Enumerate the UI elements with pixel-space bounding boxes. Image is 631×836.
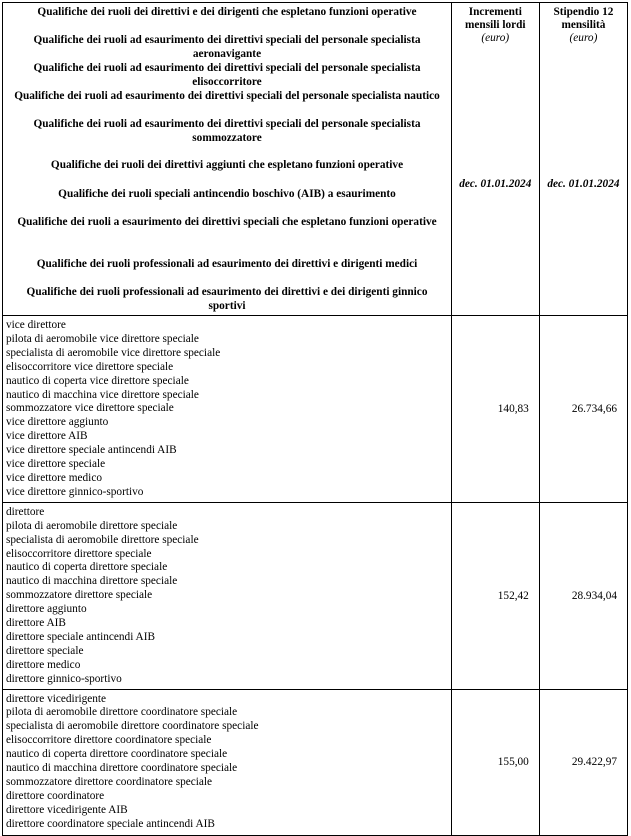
roles-cell [3,689,452,835]
role-item: vice direttore aggiunto [6,416,109,429]
increment-value: 152,42 [451,502,539,689]
increments-header-cell [451,3,539,316]
role-item: vice direttore [6,319,66,331]
role-item: sommozzatore direttore coordinatore speciale [6,776,213,788]
salary-header-cell [539,3,627,316]
role-item: nautico di coperta vice direttore speciale [6,374,189,387]
role-item: direttore coordinatore [6,789,105,802]
role-item: vice direttore speciale [6,458,106,471]
salary-unit: (euro) [569,32,598,44]
increments-column-title [452,6,539,45]
salary-value: 28.934,04 [539,502,627,689]
salary-table-document [2,2,628,830]
role-item: direttore AIB [6,617,66,630]
category-heading: Qualifiche dei ruoli ad esaurimento dei direttivi speciali del personale specialista nautico [14,90,440,102]
category-heading: Qualifiche dei ruoli speciali antincendio boschivo (AIB) a esaurimento [58,188,396,200]
role-item: elisoccorritore vice direttore speciale [6,360,174,373]
category-heading: Qualifiche dei ruoli ad esaurimento dei direttivi speciali del personale specialista sommozzatore [33,118,421,144]
role-item: specialista di aeromobile direttore speciale [6,533,199,546]
role-item: sommozzatore direttore speciale [6,589,153,602]
role-item: nautico di coperta direttore coordinatore speciale [6,748,228,761]
table-row [3,316,628,503]
role-item: nautico di macchina direttore speciale [6,575,178,588]
role-item: vice direttore ginnico-sportivo [6,485,144,498]
role-item: vice direttore medico [6,471,102,484]
category-heading: Qualifiche dei ruoli professionali ad esaurimento dei direttivi e dei dirigenti ginnico sportivi [26,286,428,312]
role-item: direttore aggiunto [6,603,87,616]
category-heading: Qualifiche dei ruoli dei direttivi aggiunti che espletano funzioni operative [50,159,404,171]
category-heading: Qualifiche dei ruoli a esaurimento dei direttivi speciali che espletano funzioni operative [17,216,437,228]
role-item: vice direttore AIB [6,430,88,443]
role-item: direttore vicedirigente [6,692,107,705]
roles-cell [3,502,452,689]
role-item: nautico di macchina vice direttore speciale [6,388,199,401]
role-item: nautico di macchina direttore coordinatore speciale [6,762,238,775]
role-item: sommozzatore vice direttore speciale [6,402,174,415]
salary-column-title [540,6,627,45]
role-item: pilota di aeromobile vice direttore speciale [6,332,199,345]
category-heading: Qualifiche dei ruoli ad esaurimento dei direttivi speciali del personale specialista elisoccorritore [33,62,421,88]
role-item: pilota di aeromobile direttore coordinatore speciale [6,706,238,719]
salary-value: 26.734,66 [539,316,627,503]
role-item: direttore speciale antincendi AIB [6,630,155,643]
table-row [3,502,628,689]
increments-unit: (euro) [481,32,510,44]
roles-cell [3,316,452,503]
role-item: elisoccorritore direttore speciale [6,547,152,560]
role-item: direttore speciale [6,644,84,657]
role-item: pilota di aeromobile direttore speciale [6,519,178,532]
role-item: vice direttore speciale antincendi AIB [6,444,177,457]
category-heading: Qualifiche dei ruoli dei direttivi e dei dirigenti che espletano funzioni operative [37,6,417,18]
increments-title: Incrementi mensili lordi [464,6,526,31]
role-item: elisoccorritore direttore coordinatore speciale [6,734,212,747]
role-item: specialista di aeromobile vice direttore speciale [6,346,221,359]
increment-value: 155,00 [451,689,539,835]
salary-date: dec. 01.01.2024 [547,178,620,190]
role-item: nautico di coperta direttore speciale [6,561,168,574]
salary-title: Stipendio 12 mensilità [553,6,614,31]
role-item: direttore coordinatore speciale antincendi AIB [6,817,215,830]
increment-value: 140,83 [451,316,539,503]
role-item: direttore medico [6,658,81,671]
role-item: specialista di aeromobile direttore coordinatore speciale [6,720,259,733]
role-item: direttore vicedirigente AIB [6,803,128,816]
role-item: direttore [6,505,45,518]
role-item: direttore ginnico-sportivo [6,672,122,685]
category-heading: Qualifiche dei ruoli professionali ad esaurimento dei direttivi e dirigenti medici [36,258,418,270]
table-row [3,689,628,835]
table-header-row [3,3,628,316]
category-heading: Qualifiche dei ruoli ad esaurimento dei direttivi speciali del personale specialista aeronavigante [33,34,421,60]
increments-date: dec. 01.01.2024 [459,178,532,190]
salary-table [2,2,628,836]
categories-header-cell [3,3,452,316]
salary-value: 29.422,97 [539,689,627,835]
